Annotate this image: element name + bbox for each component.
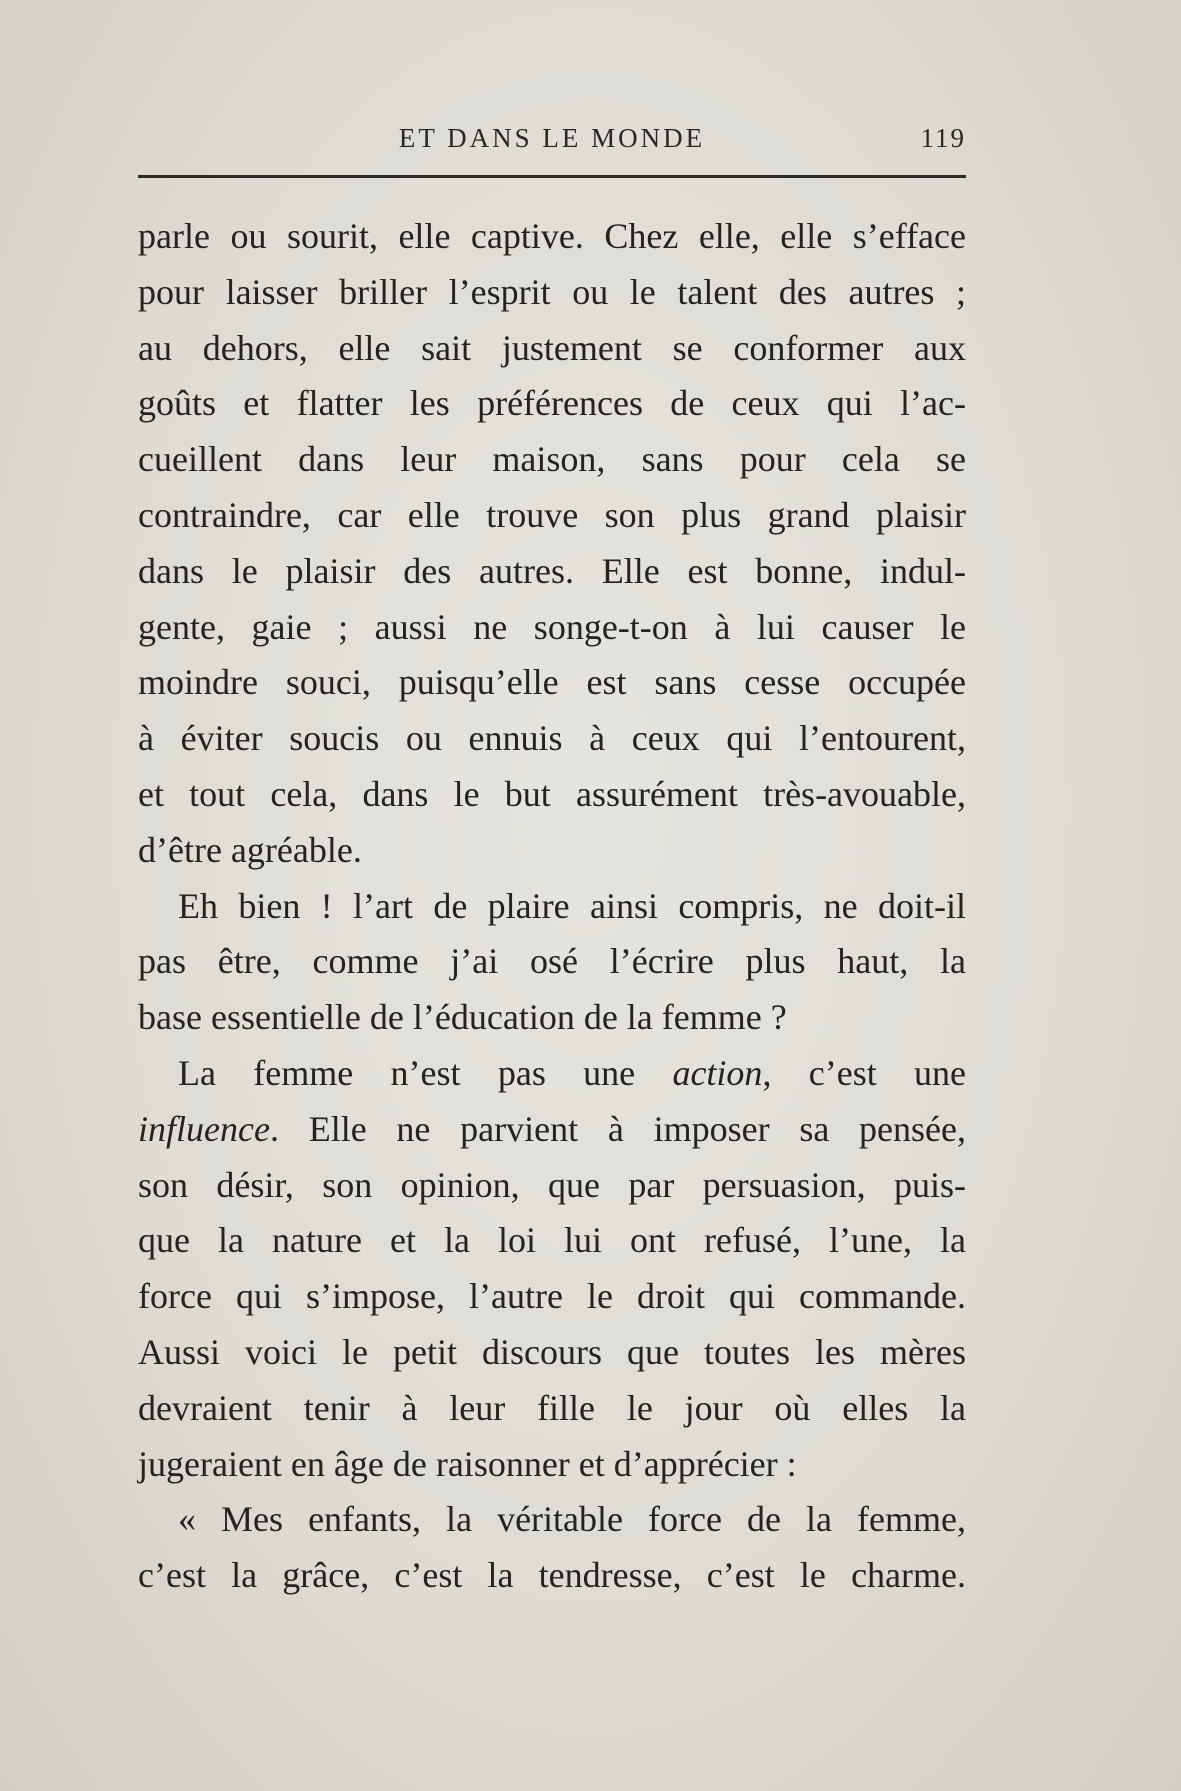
text-line: jugeraient en âge de raisonner et d’apprécier : xyxy=(138,1443,797,1484)
text-line xyxy=(138,1046,966,1102)
text-run: . Elle ne parvient à imposer sa pensée, xyxy=(269,1108,966,1149)
text-line: gente, gaie ; aussi ne songe-t-on à lui causer le xyxy=(138,606,966,647)
italic-word: action xyxy=(672,1052,763,1093)
text-line: c’est la grâce, c’est la tendresse, c’est le charme. xyxy=(138,1555,966,1596)
text-run: La femme n’est pas une xyxy=(178,1052,636,1093)
text-line: à éviter soucis ou ennuis à ceux qui l’entourent, xyxy=(138,718,966,759)
text-line: d’être agréable. xyxy=(138,829,362,870)
text-line: son désir, son opinion, que par persuasion, puis- xyxy=(138,1164,966,1205)
header-rule xyxy=(138,175,966,178)
text-line: et tout cela, dans le but assurément très-avouable, xyxy=(138,773,966,814)
text-line: au dehors, elle sait justement se conformer aux xyxy=(138,327,966,368)
text-line: Eh bien ! l’art de plaire ainsi compris, ne doit-il xyxy=(178,885,966,926)
text-line: base essentielle de l’éducation de la femme ? xyxy=(138,997,787,1038)
running-head: ET DANS LE MONDE xyxy=(398,123,706,153)
text-line: Aussi voici le petit discours que toutes les mères xyxy=(138,1331,966,1372)
italic-word: influence xyxy=(138,1108,270,1149)
page-header xyxy=(138,118,966,158)
text-line: moindre souci, puisqu’elle est sans cesse occupée xyxy=(138,662,966,703)
text-line: force qui s’impose, l’autre le droit qui commande. xyxy=(138,1276,966,1317)
text-run: , c’est une xyxy=(762,1052,967,1093)
text-line xyxy=(138,1102,966,1158)
text-line: pour laisser briller l’esprit ou le talent des autres ; xyxy=(138,271,966,312)
text-line: contraindre, car elle trouve son plus grand plaisir xyxy=(138,494,966,535)
text-line: « Mes enfants, la véritable force de la femme, xyxy=(178,1499,966,1540)
text-line: devraient tenir à leur fille le jour où elles la xyxy=(138,1387,966,1428)
text-line: dans le plaisir des autres. Elle est bonne, indul- xyxy=(138,550,966,591)
text-line: parle ou sourit, elle captive. Chez elle, elle s’efface xyxy=(138,216,966,256)
text-line: que la nature et la loi lui ont refusé, l’une, la xyxy=(138,1220,966,1261)
text-line: cueillent dans leur maison, sans pour cela se xyxy=(138,439,966,480)
body-text xyxy=(138,209,966,1604)
text-line: goûts et flatter les préférences de ceux qui l’ac- xyxy=(138,383,966,424)
page-number: 119 xyxy=(920,123,966,153)
text-line: pas être, comme j’ai osé l’écrire plus haut, la xyxy=(138,941,966,982)
